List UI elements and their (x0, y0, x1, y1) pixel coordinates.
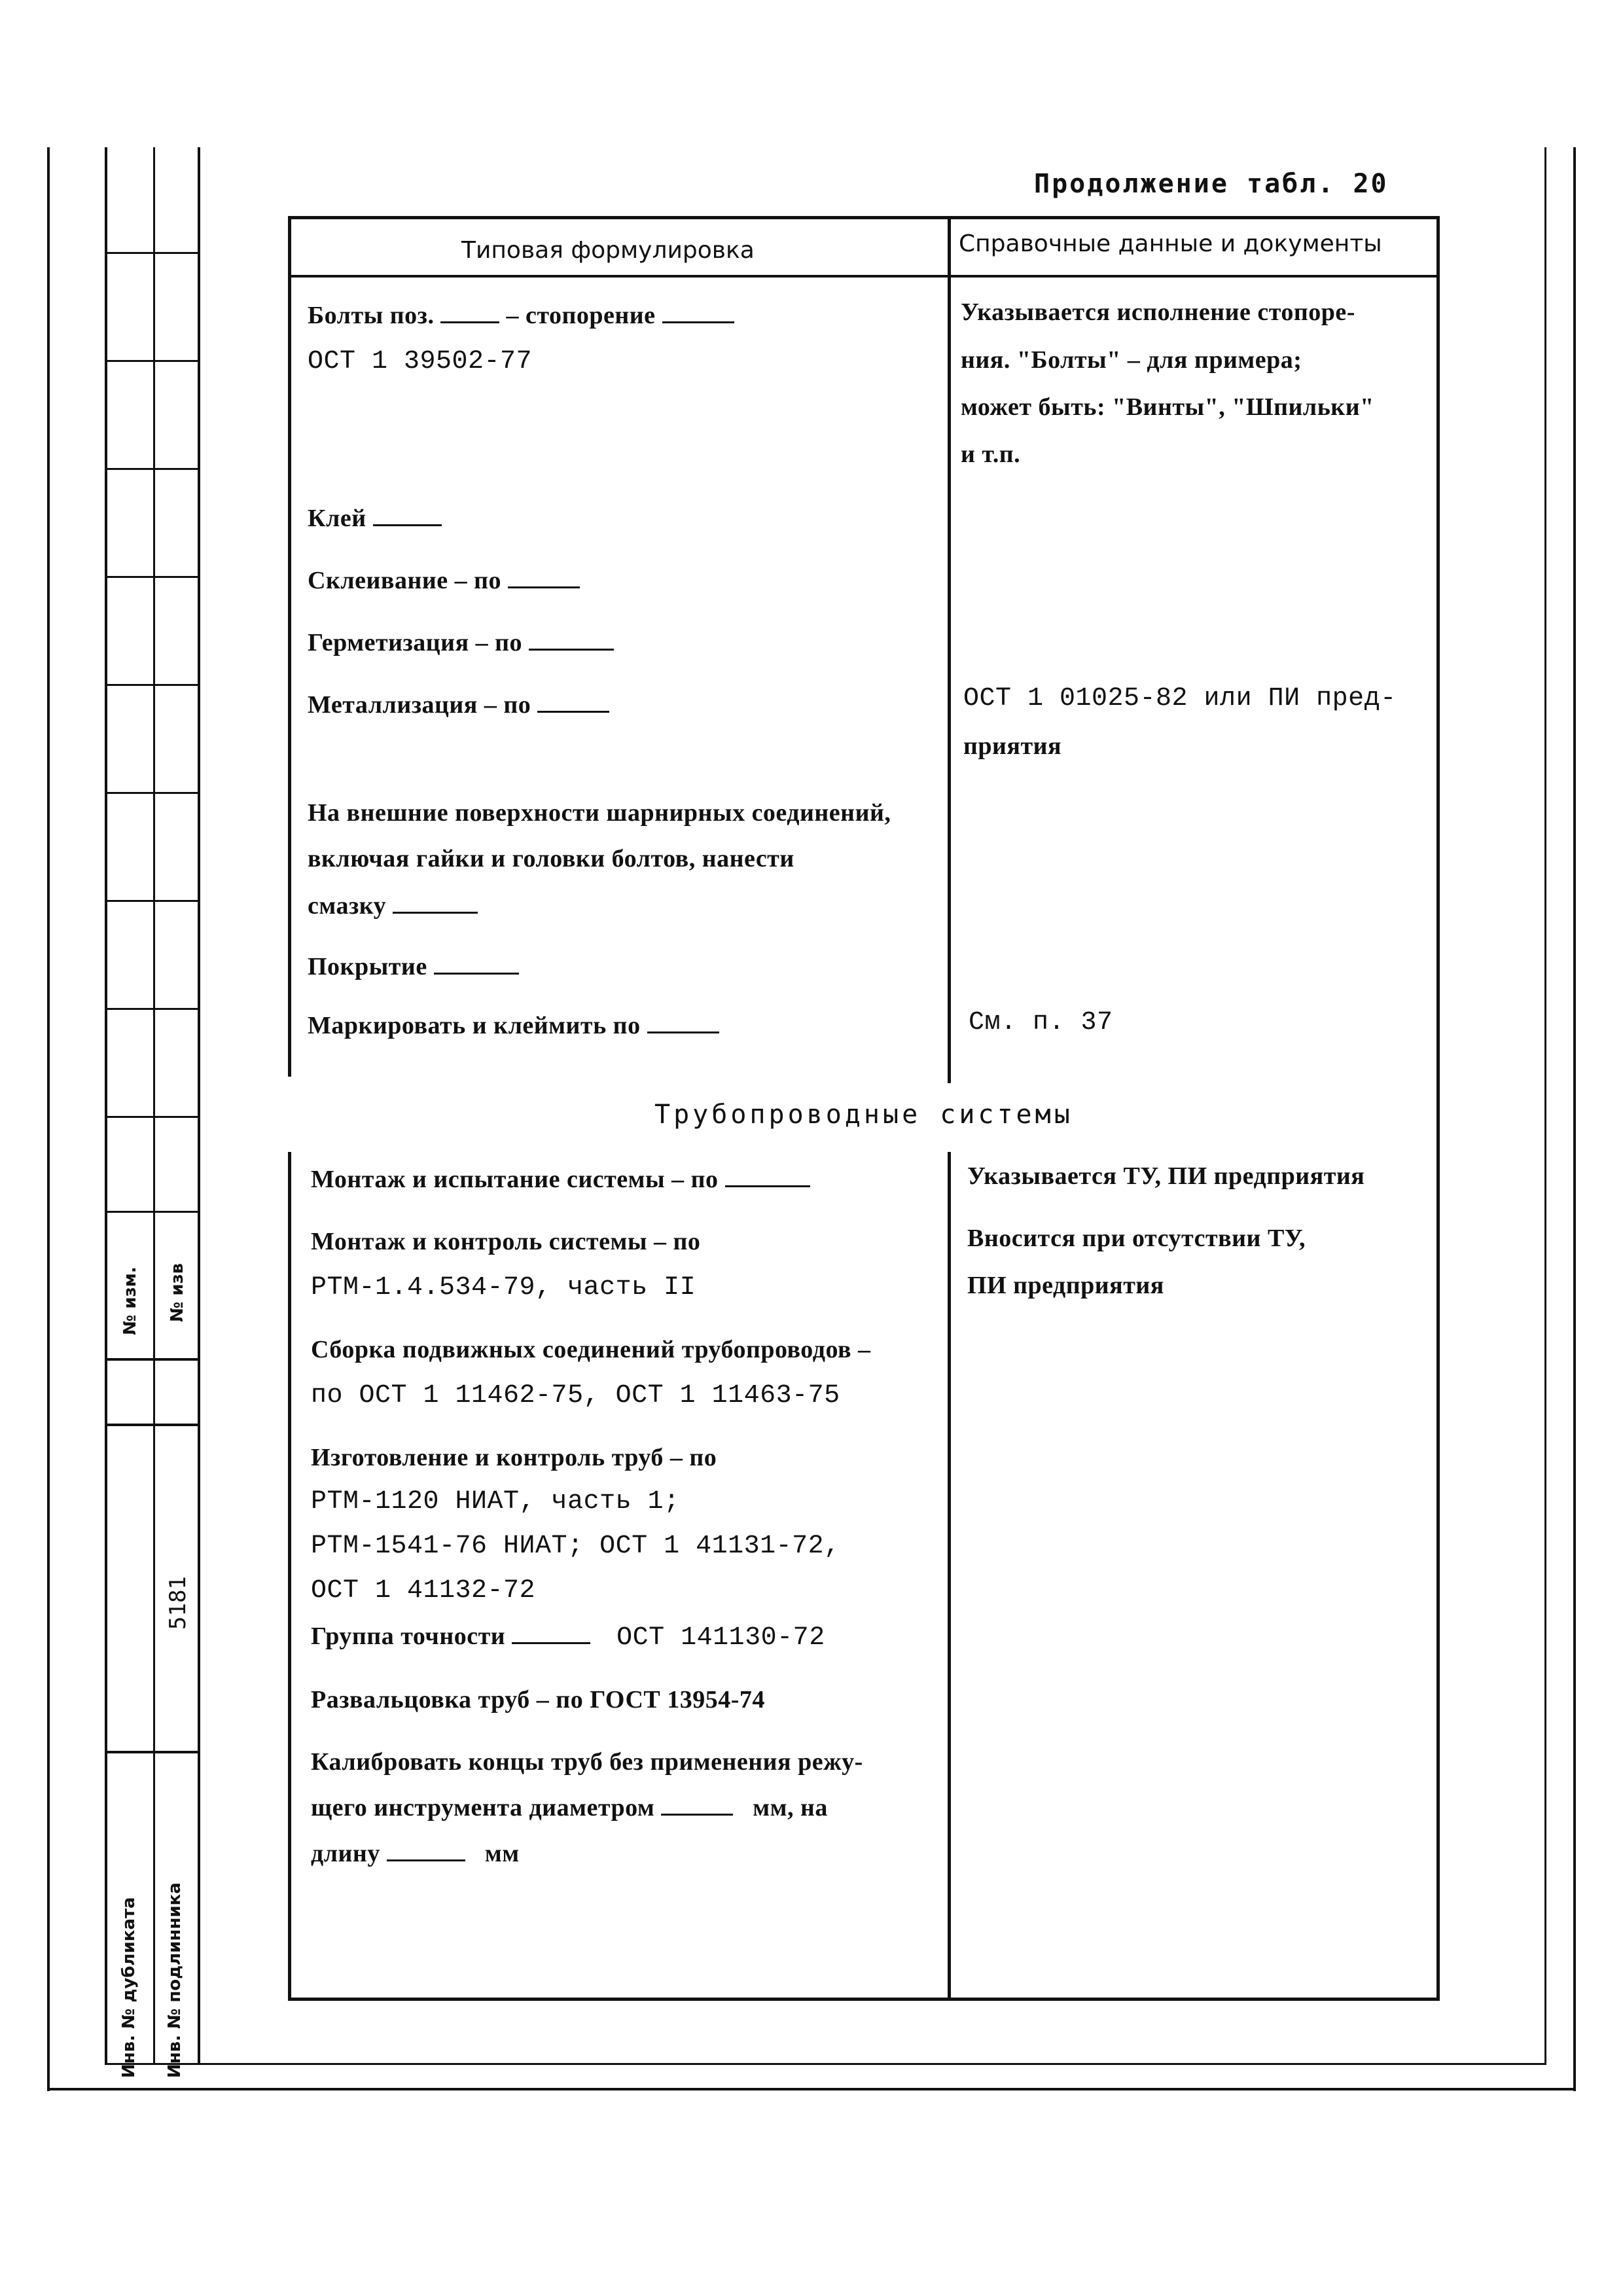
glue-blank (373, 520, 442, 526)
continuation-heading: Продолжение табл. 20 (1034, 169, 1389, 199)
strip-grid-2 (105, 360, 199, 362)
row-coating (308, 952, 519, 981)
row-glue (308, 504, 442, 533)
row-pipe-calibrate-2 (311, 1793, 828, 1822)
strip-grid-9 (105, 1116, 199, 1118)
table-bottom-line (288, 1998, 1440, 2001)
metallization-label: Металлизация – по (308, 691, 531, 719)
strip-line-1 (105, 147, 107, 2065)
strip-grid-3 (105, 468, 199, 470)
row-pipe-accuracy (311, 1622, 825, 1653)
strip-grid-12 (105, 1424, 199, 1426)
gluing-label: Склеивание – по (308, 567, 501, 594)
row-pipe-manufacture-1: Изготовление и контроль труб – по (311, 1444, 717, 1471)
metallization-blank (537, 707, 609, 713)
table-header-bottom-line (288, 275, 1440, 278)
sealing-label: Герметизация – по (308, 629, 523, 656)
row-metallization (308, 691, 609, 719)
diameter-blank (661, 1810, 733, 1816)
frame-inner-right-line (1544, 147, 1546, 2065)
frame-bottom-line (47, 2088, 1576, 2090)
bolts-label: Болты поз. (308, 302, 435, 329)
margin-inv-dup-label: Инв. № дубликата (119, 1897, 139, 2078)
row-pipe-install-test (311, 1165, 810, 1194)
note-locking-4: и т.п. (961, 440, 1021, 468)
glue-label: Клей (308, 505, 366, 532)
margin-izv-label: № изв (168, 1263, 187, 1322)
row-bolts-standard: ОСТ 1 39502-77 (308, 347, 533, 376)
row-pipe-assembly-1: Сборка подвижных соединений трубопроводов – (311, 1336, 871, 1363)
note-pipe-tu: Указывается ТУ, ПИ предприятия (967, 1162, 1365, 1190)
table-left-line (288, 216, 291, 1077)
marking-label: Маркировать и клеймить по (308, 1012, 641, 1039)
row-marking (308, 1011, 719, 1040)
strip-line-2 (153, 147, 155, 2065)
lubricant-label: смазку (308, 892, 387, 920)
pipe-install-test-label: Монтаж и испытание системы – по (311, 1166, 719, 1193)
row-bolts (308, 301, 734, 330)
frame-right-line (1573, 147, 1576, 2091)
note-pipe-absent-2: ПИ предприятия (967, 1272, 1164, 1299)
bolts-blank (440, 317, 499, 323)
row-pipe-assembly-2: по ОСТ 1 11462-75, ОСТ 1 11463-75 (311, 1381, 840, 1410)
locking-blank (662, 317, 734, 323)
row-lubricant-1: На внешние поверхности шарнирных соединений, (308, 799, 891, 827)
gluing-blank (508, 583, 580, 588)
header-right: Справочные данные и документы (959, 230, 1382, 257)
strip-grid-7 (105, 900, 199, 902)
note-locking-2: ния. "Болты" – для примера; (961, 346, 1302, 374)
table-left-line-lower (288, 1152, 291, 2001)
table-right-line (1436, 216, 1440, 2001)
row-lubricant-2: включая гайки и головки болтов, нанести (308, 845, 794, 872)
table-middle-line (948, 216, 951, 1083)
strip-grid-10 (105, 1211, 199, 1213)
bolts-locking-label: – стопорение (506, 302, 656, 329)
calibrate-length-label: длину (311, 1840, 380, 1867)
table-middle-line-lower (948, 1152, 951, 2001)
note-metallization-1: ОСТ 1 01025-82 или ПИ пред- (963, 684, 1397, 713)
table-top-line (288, 216, 1440, 219)
sealing-blank (529, 645, 614, 651)
row-pipe-flaring: Развальцовка труб – по ГОСТ 13954-74 (311, 1686, 765, 1713)
strip-grid-1 (105, 252, 199, 254)
section-title: Трубопроводные системы (654, 1100, 1073, 1130)
accuracy-blank (512, 1638, 590, 1644)
note-marking: См. п. 37 (969, 1008, 1113, 1037)
note-metallization-2: приятия (963, 732, 1062, 760)
accuracy-label: Группа точности (311, 1623, 506, 1650)
row-lubricant-3 (308, 891, 478, 920)
note-locking-3: может быть: "Винты", "Шпильки" (961, 393, 1374, 421)
header-left: Типовая формулировка (461, 237, 755, 264)
strip-grid-8 (105, 1008, 199, 1010)
marking-blank (647, 1028, 719, 1033)
calibrate-diameter-label: щего инструмента диаметром (311, 1794, 655, 1821)
strip-grid-4 (105, 576, 199, 578)
row-pipe-rtm: РТМ-1.4.534-79, часть II (311, 1273, 696, 1302)
calibrate-length-mm: мм (484, 1840, 520, 1867)
accuracy-standard: ОСТ 141130-72 (616, 1623, 825, 1653)
row-gluing (308, 566, 580, 595)
strip-grid-13 (105, 1751, 199, 1753)
pipe-install-test-blank (725, 1181, 810, 1187)
lubricant-blank (393, 908, 478, 914)
strip-line-3 (198, 147, 200, 2065)
row-sealing (308, 628, 614, 657)
note-pipe-absent-1: Вносится при отсутствии ТУ, (967, 1225, 1306, 1252)
strip-grid-6 (105, 792, 199, 794)
margin-inv-orig-label: Инв. № подлинника (165, 1882, 185, 2078)
row-pipe-manufacture-4: ОСТ 1 41132-72 (311, 1576, 536, 1605)
coating-label: Покрытие (308, 953, 427, 980)
note-locking-1: Указывается исполнение стопоре- (961, 298, 1355, 326)
frame-left-line (47, 147, 50, 2091)
row-pipe-manufacture-2: РТМ-1120 НИАТ, часть 1; (311, 1487, 680, 1516)
row-pipe-calibrate-3 (311, 1839, 520, 1868)
frame-inner-bottom-line (105, 2063, 1546, 2065)
row-pipe-install-control: Монтаж и контроль системы – по (311, 1228, 701, 1255)
strip-grid-11 (105, 1358, 199, 1361)
margin-izm-label: № изм. (120, 1266, 140, 1335)
coating-blank (434, 969, 519, 975)
row-pipe-calibrate-1: Калибровать концы труб без применения режу- (311, 1748, 863, 1776)
margin-orig-number: 5181 (165, 1576, 191, 1630)
strip-grid-5 (105, 684, 199, 686)
calibrate-mm-label: мм, на (753, 1794, 828, 1821)
row-pipe-manufacture-3: РТМ-1541-76 НИАТ; ОСТ 1 41131-72, (311, 1532, 840, 1561)
length-blank (387, 1856, 465, 1861)
